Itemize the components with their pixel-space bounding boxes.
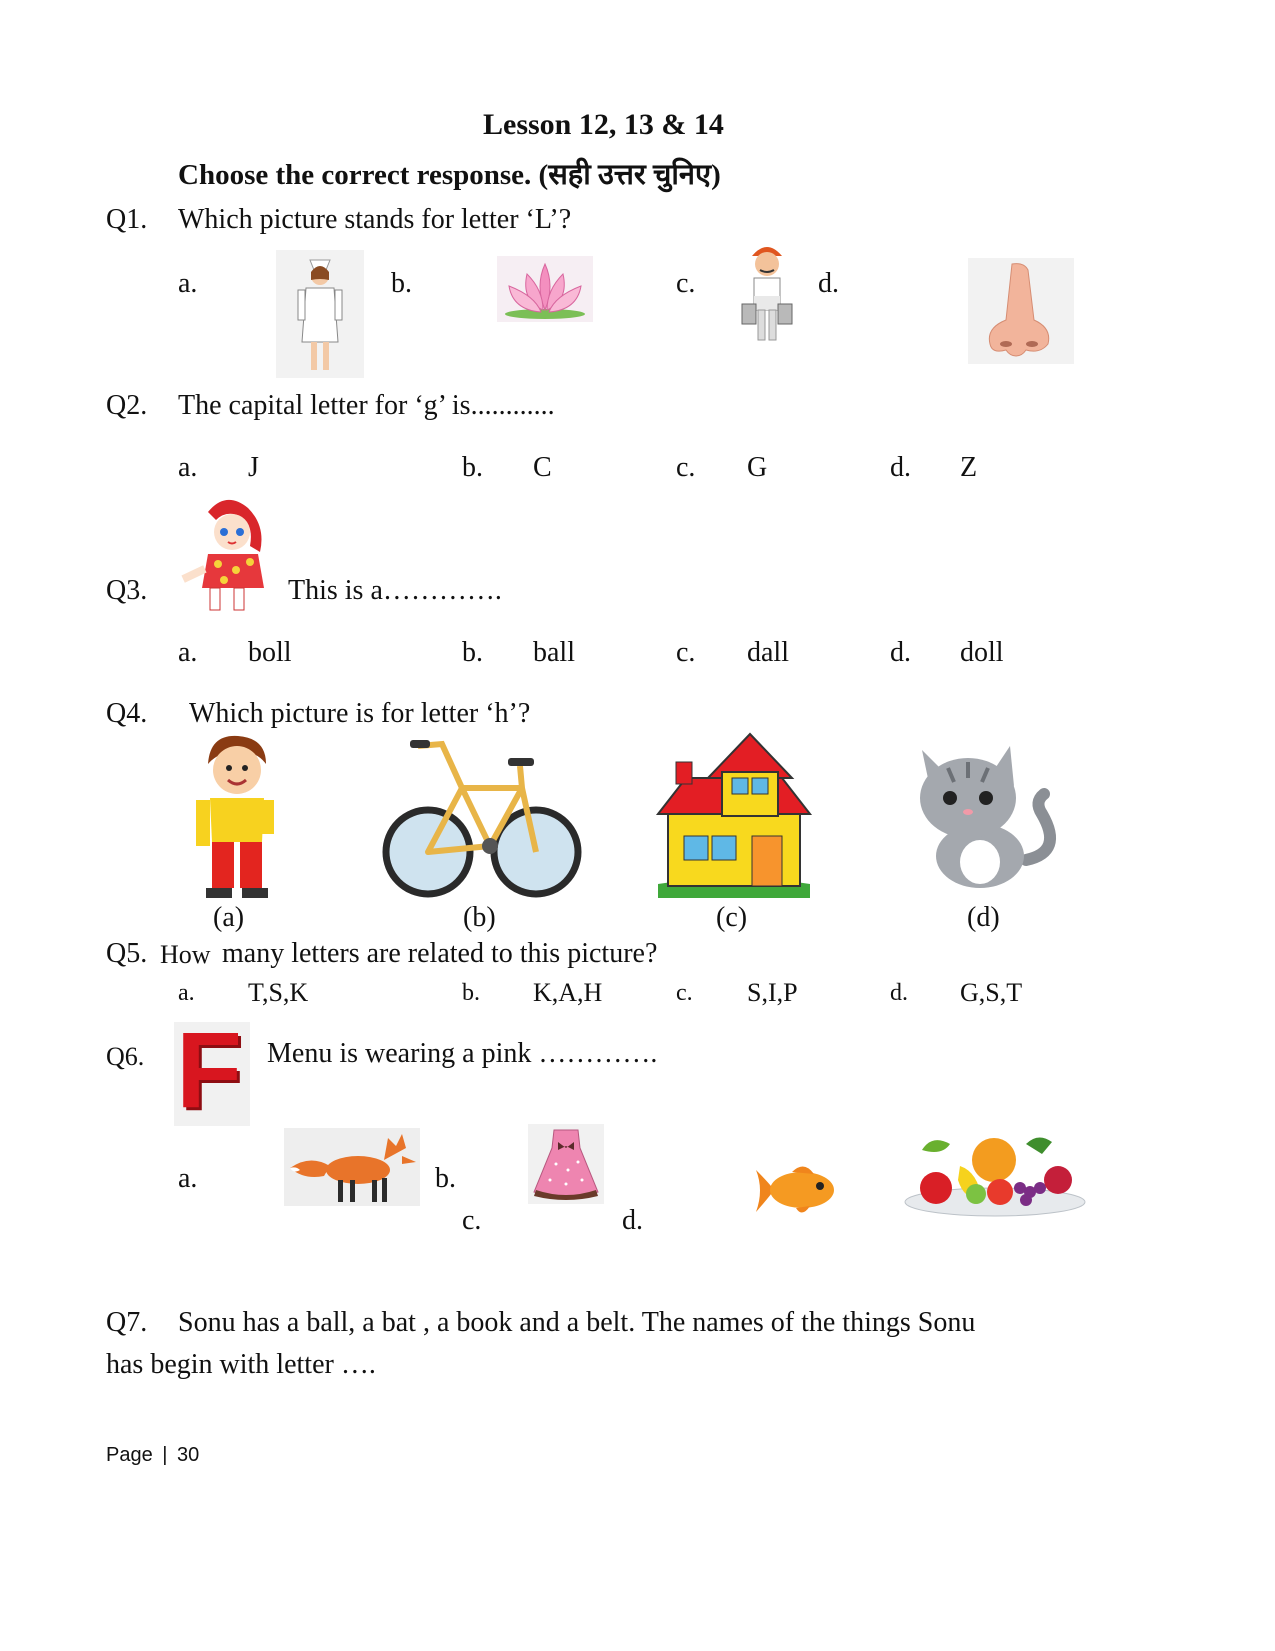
q4-option-b-label: (b) — [463, 902, 496, 933]
boy-image[interactable] — [196, 734, 276, 900]
q6-option-c-label: c. — [462, 1205, 482, 1236]
q5-option-b-value[interactable]: K,A,H — [533, 978, 603, 1007]
q3-text: This is a…………. — [288, 575, 502, 606]
q6-option-b-label: b. — [435, 1163, 456, 1194]
q1-option-c-label: c. — [676, 268, 696, 299]
page-label: Page — [106, 1444, 153, 1466]
nurse-image[interactable] — [276, 250, 364, 378]
letter-f-image — [174, 1009, 250, 1130]
q2-option-a-value[interactable]: J — [248, 452, 259, 483]
q4-text: Which picture is for letter ‘h’? — [189, 698, 531, 729]
q3-option-b-label: b. — [462, 637, 483, 668]
q4-option-a-label: (a) — [213, 902, 245, 933]
page-footer — [106, 1444, 199, 1467]
house-image[interactable] — [656, 732, 812, 898]
lesson-title: Lesson 12, 13 & 14 — [483, 108, 724, 141]
q1-text: Which picture stands for letter ‘L’? — [178, 204, 572, 235]
q5-option-b-label: b. — [462, 980, 480, 1006]
instruction: Choose the correct response. (सही उत्तर चुनिए) — [178, 159, 721, 191]
q3-option-b-value[interactable]: ball — [533, 637, 575, 668]
q3-option-a-label: a. — [178, 637, 198, 668]
q7-number: Q7. — [106, 1307, 148, 1338]
q6-option-d-label: d. — [622, 1205, 643, 1236]
q7-line2: has begin with letter …. — [106, 1349, 376, 1380]
fruits-image[interactable] — [902, 1130, 1088, 1218]
bicycle-image[interactable] — [382, 738, 582, 898]
q4-option-d-label: (d) — [967, 902, 1000, 933]
doll-image — [178, 496, 272, 614]
fish-image[interactable] — [752, 1160, 836, 1220]
frock-image[interactable] — [528, 1124, 604, 1204]
q2-option-c-value[interactable]: G — [747, 452, 768, 483]
q1-number: Q1. — [106, 204, 148, 235]
q2-text: The capital letter for ‘g’ is............ — [178, 390, 555, 421]
q5-option-d-value[interactable]: G,S,T — [960, 978, 1023, 1007]
q2-option-d-value[interactable]: Z — [960, 452, 978, 483]
q3-option-d-value[interactable]: doll — [960, 637, 1004, 668]
q6-text: Menu is wearing a pink …………. — [267, 1038, 658, 1069]
q5-option-c-value[interactable]: S,I,P — [747, 978, 798, 1007]
nose-image[interactable] — [968, 258, 1074, 364]
page-number: 30 — [177, 1444, 200, 1466]
q3-option-c-label: c. — [676, 637, 696, 668]
q5-number: Q5. — [106, 938, 148, 969]
q2-option-b-value[interactable]: C — [533, 452, 552, 483]
q3-number: Q3. — [106, 575, 148, 606]
q5-option-a-label: a. — [178, 980, 195, 1006]
q4-number: Q4. — [106, 698, 148, 729]
q5-text-how: How — [160, 940, 211, 969]
q2-option-b-label: b. — [462, 452, 483, 483]
milkman-image[interactable] — [738, 238, 796, 346]
q5-option-d-label: d. — [890, 980, 908, 1006]
q1-option-a-label: a. — [178, 268, 198, 299]
q3-option-d-label: d. — [890, 637, 911, 668]
q1-option-b-label: b. — [391, 268, 412, 299]
lotus-image[interactable] — [497, 256, 593, 322]
q5-option-a-value[interactable]: T,S,K — [248, 978, 309, 1007]
q3-option-c-value[interactable]: dall — [747, 637, 789, 668]
q2-number: Q2. — [106, 390, 148, 421]
q7-line1: Sonu has a ball, a bat , a book and a belt. The names of the things Sonu — [178, 1307, 976, 1338]
letter-f-glyph: F — [176, 1009, 242, 1130]
q3-option-a-value[interactable]: boll — [248, 637, 292, 668]
q2-option-c-label: c. — [676, 452, 696, 483]
q5-text: many letters are related to this picture? — [222, 938, 658, 969]
q4-option-c-label: (c) — [716, 902, 748, 933]
page-separator: | — [162, 1444, 168, 1466]
cat-image[interactable] — [914, 742, 1056, 888]
q6-number: Q6. — [106, 1042, 145, 1071]
q5-option-c-label: c. — [676, 980, 693, 1006]
fox-image[interactable] — [284, 1128, 420, 1206]
q6-option-a-label: a. — [178, 1163, 198, 1194]
q2-option-a-label: a. — [178, 452, 198, 483]
q2-option-d-label: d. — [890, 452, 911, 483]
q1-option-d-label: d. — [818, 268, 839, 299]
